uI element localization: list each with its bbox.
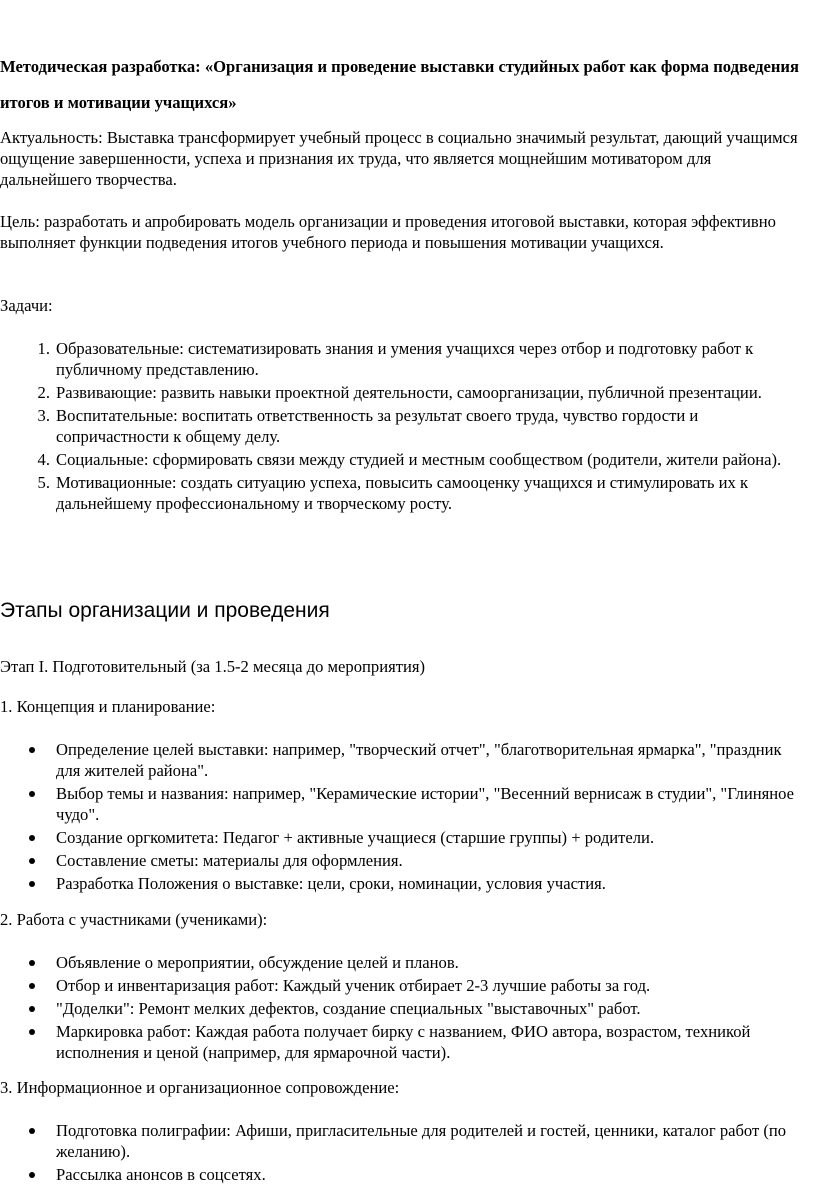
task-text: Социальные: сформировать связи между студией и местным сообществом (родители, жители района).	[56, 450, 782, 469]
task-number: 4.	[37, 450, 50, 469]
list-item	[56, 952, 808, 973]
list-item-text: Рассылка анонсов в соцсетях.	[56, 1165, 266, 1184]
task-item	[37, 472, 808, 514]
document-title: Методическая разработка: «Организация и проведение выставки студийных работ как форма подведения итогов и мотивации учащихся»	[0, 57, 799, 112]
task-number: 1.	[37, 339, 50, 358]
task-text: Воспитательные: воспитать ответственность за результат своего труда, чувство гордости и сопричастности к общему делу.	[56, 406, 699, 446]
list-item-text: Разработка Положения о выставке: цели, сроки, номинации, условия участия.	[56, 874, 606, 893]
concept-list	[56, 739, 808, 896]
list-item-text: Определение целей выставки: например, "творческий отчет", "благотворительная ярмарка", "праздник для жителей района".	[56, 740, 782, 780]
bullet-icon	[29, 747, 35, 753]
stage1-label: Этап I. Подготовительный (за 1.5-2 месяца до мероприятия)	[0, 657, 425, 676]
list-item	[56, 827, 808, 848]
list-item-text: Отбор и инвентаризация работ: Каждый ученик отбирает 2-3 лучшие работы за год.	[56, 976, 651, 995]
list-item	[56, 1164, 808, 1185]
subsection-label: 2. Работа с участниками (учениками):	[0, 910, 268, 929]
bullet-icon	[29, 1172, 35, 1178]
bullet-icon	[29, 858, 35, 864]
task-text: Образовательные: систематизировать знания и умения учащихся через отбор и подготовку работ к публичному представлению.	[56, 339, 754, 379]
task-item	[37, 405, 808, 447]
list-item	[56, 783, 808, 825]
bullet-icon	[29, 881, 35, 887]
bullet-icon	[29, 1128, 35, 1134]
list-item-text: "Доделки": Ремонт мелких дефектов, создание специальных "выставочных" работ.	[56, 999, 641, 1018]
task-number: 2.	[37, 383, 50, 402]
task-text: Мотивационные: создать ситуацию успеха, повысить самооценку учащихся и стимулировать их к дальнейшему профессиональному и творческому росту.	[56, 473, 749, 513]
participants-list	[56, 952, 808, 1065]
goal-paragraph: Цель: разработать и апробировать модель организации и проведения итоговой выставки, которая эффективно выполняет функции подведения итогов учебного периода и повышения мотивации учащихся.	[0, 212, 776, 252]
bullet-icon	[29, 960, 35, 966]
task-number: 5.	[37, 473, 50, 492]
list-item	[56, 998, 808, 1019]
subsection-label: 3. Информационное и организационное сопровождение:	[0, 1078, 400, 1097]
bullet-icon	[29, 791, 35, 797]
list-item	[56, 975, 808, 996]
section-heading: Этапы организации и проведения	[0, 599, 330, 622]
task-item	[37, 338, 808, 380]
tasks-list	[37, 338, 808, 516]
list-item	[56, 873, 808, 894]
list-item	[56, 1120, 808, 1162]
task-item	[37, 449, 808, 470]
list-item	[56, 850, 808, 871]
list-item-text: Маркировка работ: Каждая работа получает бирку с названием, ФИО автора, возрастом, техникой исполнения и ценой (например, для ярмарочной части).	[56, 1022, 751, 1062]
bullet-icon	[29, 1006, 35, 1012]
list-item	[56, 739, 808, 781]
list-item-text: Объявление о мероприятии, обсуждение целей и планов.	[56, 953, 459, 972]
info-list	[56, 1120, 808, 1187]
list-item-text: Выбор темы и названия: например, "Керамические истории", "Весенний вернисаж в студии", "Глиняное чудо".	[56, 784, 794, 824]
bullet-icon	[29, 983, 35, 989]
relevance-paragraph: Актуальность: Выставка трансформирует учебный процесс в социально значимый результат, дающий учащимся ощущение завершенности, успеха и признания их труда, что является мощнейшим мотиватором для дальнейшего творчества.	[0, 128, 798, 189]
list-item-text: Подготовка полиграфии: Афиши, пригласительные для родителей и гостей, ценники, каталог работ (по желанию).	[56, 1121, 787, 1161]
subsection-label: 1. Концепция и планирование:	[0, 697, 216, 716]
task-item	[37, 382, 808, 403]
list-item-text: Создание оргкомитета: Педагог + активные учащиеся (старшие группы) + родители.	[56, 828, 655, 847]
bullet-icon	[29, 1029, 35, 1035]
list-item-text: Составление сметы: материалы для оформления.	[56, 851, 403, 870]
task-number: 3.	[37, 406, 50, 425]
task-text: Развивающие: развить навыки проектной деятельности, самоорганизации, публичной презентации.	[56, 383, 762, 402]
list-item	[56, 1021, 808, 1063]
tasks-label: Задачи:	[0, 296, 53, 315]
bullet-icon	[29, 835, 35, 841]
